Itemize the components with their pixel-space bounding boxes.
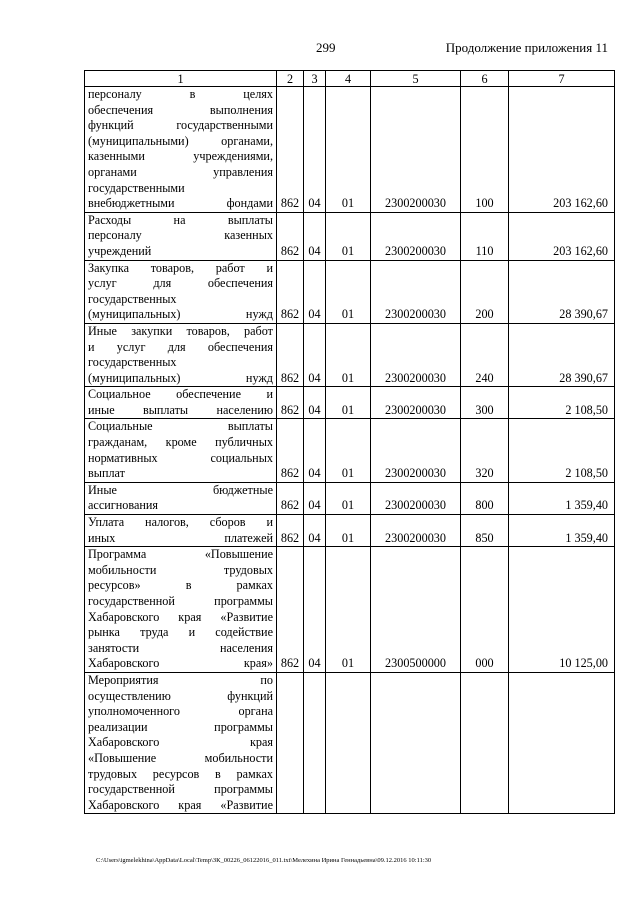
- description-line: государственных: [88, 291, 177, 306]
- description-line: Уплата налогов, сборов и: [88, 515, 273, 530]
- column-header: 1: [85, 71, 277, 87]
- cell-c2: 862: [277, 260, 304, 323]
- description-line: Иные бюджетные: [88, 482, 273, 497]
- cell-c5: 2300200030: [371, 87, 461, 213]
- description-line: (муниципальных) нужд: [88, 307, 273, 322]
- description-line: государственной программы: [88, 594, 273, 608]
- cell-c4: 01: [326, 515, 371, 547]
- description-line: осуществлению функций: [88, 688, 273, 703]
- column-header: 4: [326, 71, 371, 87]
- row-description: [85, 419, 277, 482]
- cell-c6: 100: [461, 87, 509, 213]
- cell-c5: 2300200030: [371, 323, 461, 386]
- description-line: Мероприятия по: [88, 672, 273, 687]
- description-line: нормативных социальных: [88, 450, 273, 465]
- cell-c6: 200: [461, 260, 509, 323]
- cell-c3: 04: [304, 547, 326, 673]
- description-line: персоналу казенных: [88, 228, 273, 243]
- cell-c2: [277, 672, 304, 813]
- cell-c6: 320: [461, 419, 509, 482]
- description-line: обеспечения выполнения: [88, 102, 273, 117]
- description-line: ресурсов» в рамках: [88, 578, 273, 593]
- row-description: [85, 387, 277, 419]
- description-line: реализации программы: [88, 719, 273, 734]
- table-row: [85, 323, 615, 386]
- cell-c3: 04: [304, 87, 326, 213]
- cell-c3: 04: [304, 323, 326, 386]
- cell-c2: 862: [277, 515, 304, 547]
- table-row: [85, 419, 615, 482]
- cell-c7: 10 125,00: [509, 547, 615, 673]
- cell-c6: 110: [461, 212, 509, 260]
- description-line: гражданам, кроме публичных: [88, 435, 273, 450]
- cell-c4: 01: [326, 87, 371, 213]
- cell-c7: 28 390,67: [509, 323, 615, 386]
- table-row: [85, 87, 615, 213]
- description-line: «Повышение мобильности: [88, 750, 273, 765]
- budget-table: [84, 70, 615, 814]
- description-line: казенными учреждениями,: [88, 149, 273, 164]
- description-line: ассигнования: [88, 498, 159, 513]
- column-header: 6: [461, 71, 509, 87]
- description-line: Социальное обеспечение и: [88, 387, 273, 402]
- cell-c6: 850: [461, 515, 509, 547]
- description-line: персоналу в целях: [88, 87, 273, 101]
- table-row: [85, 672, 615, 813]
- cell-c5: 2300200030: [371, 260, 461, 323]
- cell-c7: 1 359,40: [509, 515, 615, 547]
- page-number: 299: [316, 40, 336, 55]
- cell-c2: 862: [277, 87, 304, 213]
- row-description: [85, 323, 277, 386]
- cell-c3: [304, 672, 326, 813]
- column-header: 3: [304, 71, 326, 87]
- cell-c4: 01: [326, 323, 371, 386]
- cell-c2: 862: [277, 323, 304, 386]
- description-line: государственных: [88, 355, 177, 370]
- row-description: [85, 260, 277, 323]
- cell-c2: 862: [277, 419, 304, 482]
- description-line: Социальные выплаты: [88, 419, 273, 434]
- cell-c3: 04: [304, 212, 326, 260]
- description-line: уполномоченного органа: [88, 704, 273, 719]
- cell-c6: 000: [461, 547, 509, 673]
- description-line: Закупка товаров, работ и: [88, 260, 273, 275]
- table-row: [85, 260, 615, 323]
- description-line: и услуг для обеспечения: [88, 339, 273, 354]
- cell-c7: 2 108,50: [509, 419, 615, 482]
- cell-c7: [509, 672, 615, 813]
- description-line: иных платежей: [88, 530, 273, 545]
- description-line: иные выплаты населению: [88, 402, 273, 417]
- description-line: Расходы на выплаты: [88, 212, 273, 227]
- cell-c5: 2300200030: [371, 515, 461, 547]
- cell-c5: 2300200030: [371, 387, 461, 419]
- cell-c7: 1 359,40: [509, 482, 615, 514]
- description-line: внебюджетными фондами: [88, 196, 273, 211]
- cell-c2: 862: [277, 212, 304, 260]
- column-header: 2: [277, 71, 304, 87]
- column-header: 7: [509, 71, 615, 87]
- row-description: [85, 482, 277, 514]
- description-line: (муниципальными) органами,: [88, 133, 273, 148]
- description-line: государственными: [88, 180, 185, 195]
- cell-c6: 300: [461, 387, 509, 419]
- cell-c3: 04: [304, 515, 326, 547]
- description-line: трудовых ресурсов в рамках: [88, 766, 273, 781]
- column-header: 5: [371, 71, 461, 87]
- cell-c7: 203 162,60: [509, 87, 615, 213]
- appendix-note: Продолжение приложения 11: [445, 40, 608, 55]
- description-line: услуг для обеспечения: [88, 276, 273, 291]
- row-description: [85, 212, 277, 260]
- cell-c4: 01: [326, 419, 371, 482]
- cell-c3: 04: [304, 419, 326, 482]
- cell-c7: 203 162,60: [509, 212, 615, 260]
- description-line: Хабаровского края «Развитие: [88, 797, 273, 812]
- description-line: государственной программы: [88, 782, 273, 797]
- file-path-footer: C:\Users\igmelekhina\AppData\Local\Temp\ЗК_00226_06122016_011.txt\Мелехина Ирина Геннадьевна\09.12.2016 10:11:30: [96, 857, 432, 864]
- description-line: функций государственными: [88, 118, 273, 133]
- row-description: [85, 672, 277, 813]
- cell-c4: 01: [326, 387, 371, 419]
- row-description: [85, 515, 277, 547]
- cell-c7: 2 108,50: [509, 387, 615, 419]
- cell-c3: 04: [304, 260, 326, 323]
- row-description: [85, 87, 277, 213]
- cell-c6: 240: [461, 323, 509, 386]
- cell-c3: 04: [304, 482, 326, 514]
- cell-c4: 01: [326, 260, 371, 323]
- description-line: Иные закупки товаров, работ: [88, 323, 273, 338]
- description-line: Хабаровского края «Развитие: [88, 609, 273, 624]
- row-description: [85, 547, 277, 673]
- description-line: (муниципальных) нужд: [88, 370, 273, 385]
- cell-c3: 04: [304, 387, 326, 419]
- cell-c6: 800: [461, 482, 509, 514]
- description-line: мобильности трудовых: [88, 562, 273, 577]
- cell-c4: 01: [326, 547, 371, 673]
- cell-c2: 862: [277, 482, 304, 514]
- cell-c7: 28 390,67: [509, 260, 615, 323]
- cell-c2: 862: [277, 547, 304, 673]
- cell-c5: 2300500000: [371, 547, 461, 673]
- cell-c6: [461, 672, 509, 813]
- table-row: [85, 547, 615, 673]
- table-row: [85, 515, 615, 547]
- column-header-row: [85, 71, 615, 87]
- cell-c4: 01: [326, 482, 371, 514]
- description-line: Хабаровского края»: [88, 656, 273, 671]
- description-line: органами управления: [88, 164, 273, 179]
- table-row: [85, 387, 615, 419]
- description-line: Программа «Повышение: [88, 547, 273, 562]
- description-line: рынка труда и содействие: [88, 625, 273, 640]
- cell-c5: 2300200030: [371, 212, 461, 260]
- cell-c4: [326, 672, 371, 813]
- cell-c4: 01: [326, 212, 371, 260]
- cell-c5: 2300200030: [371, 482, 461, 514]
- table-row: [85, 212, 615, 260]
- table-row: [85, 482, 615, 514]
- description-line: Хабаровского края: [88, 735, 273, 750]
- description-line: выплат: [88, 466, 125, 481]
- cell-c2: 862: [277, 387, 304, 419]
- cell-c5: 2300200030: [371, 419, 461, 482]
- description-line: учреждений: [88, 243, 152, 258]
- description-line: занятости населения: [88, 640, 273, 655]
- cell-c5: [371, 672, 461, 813]
